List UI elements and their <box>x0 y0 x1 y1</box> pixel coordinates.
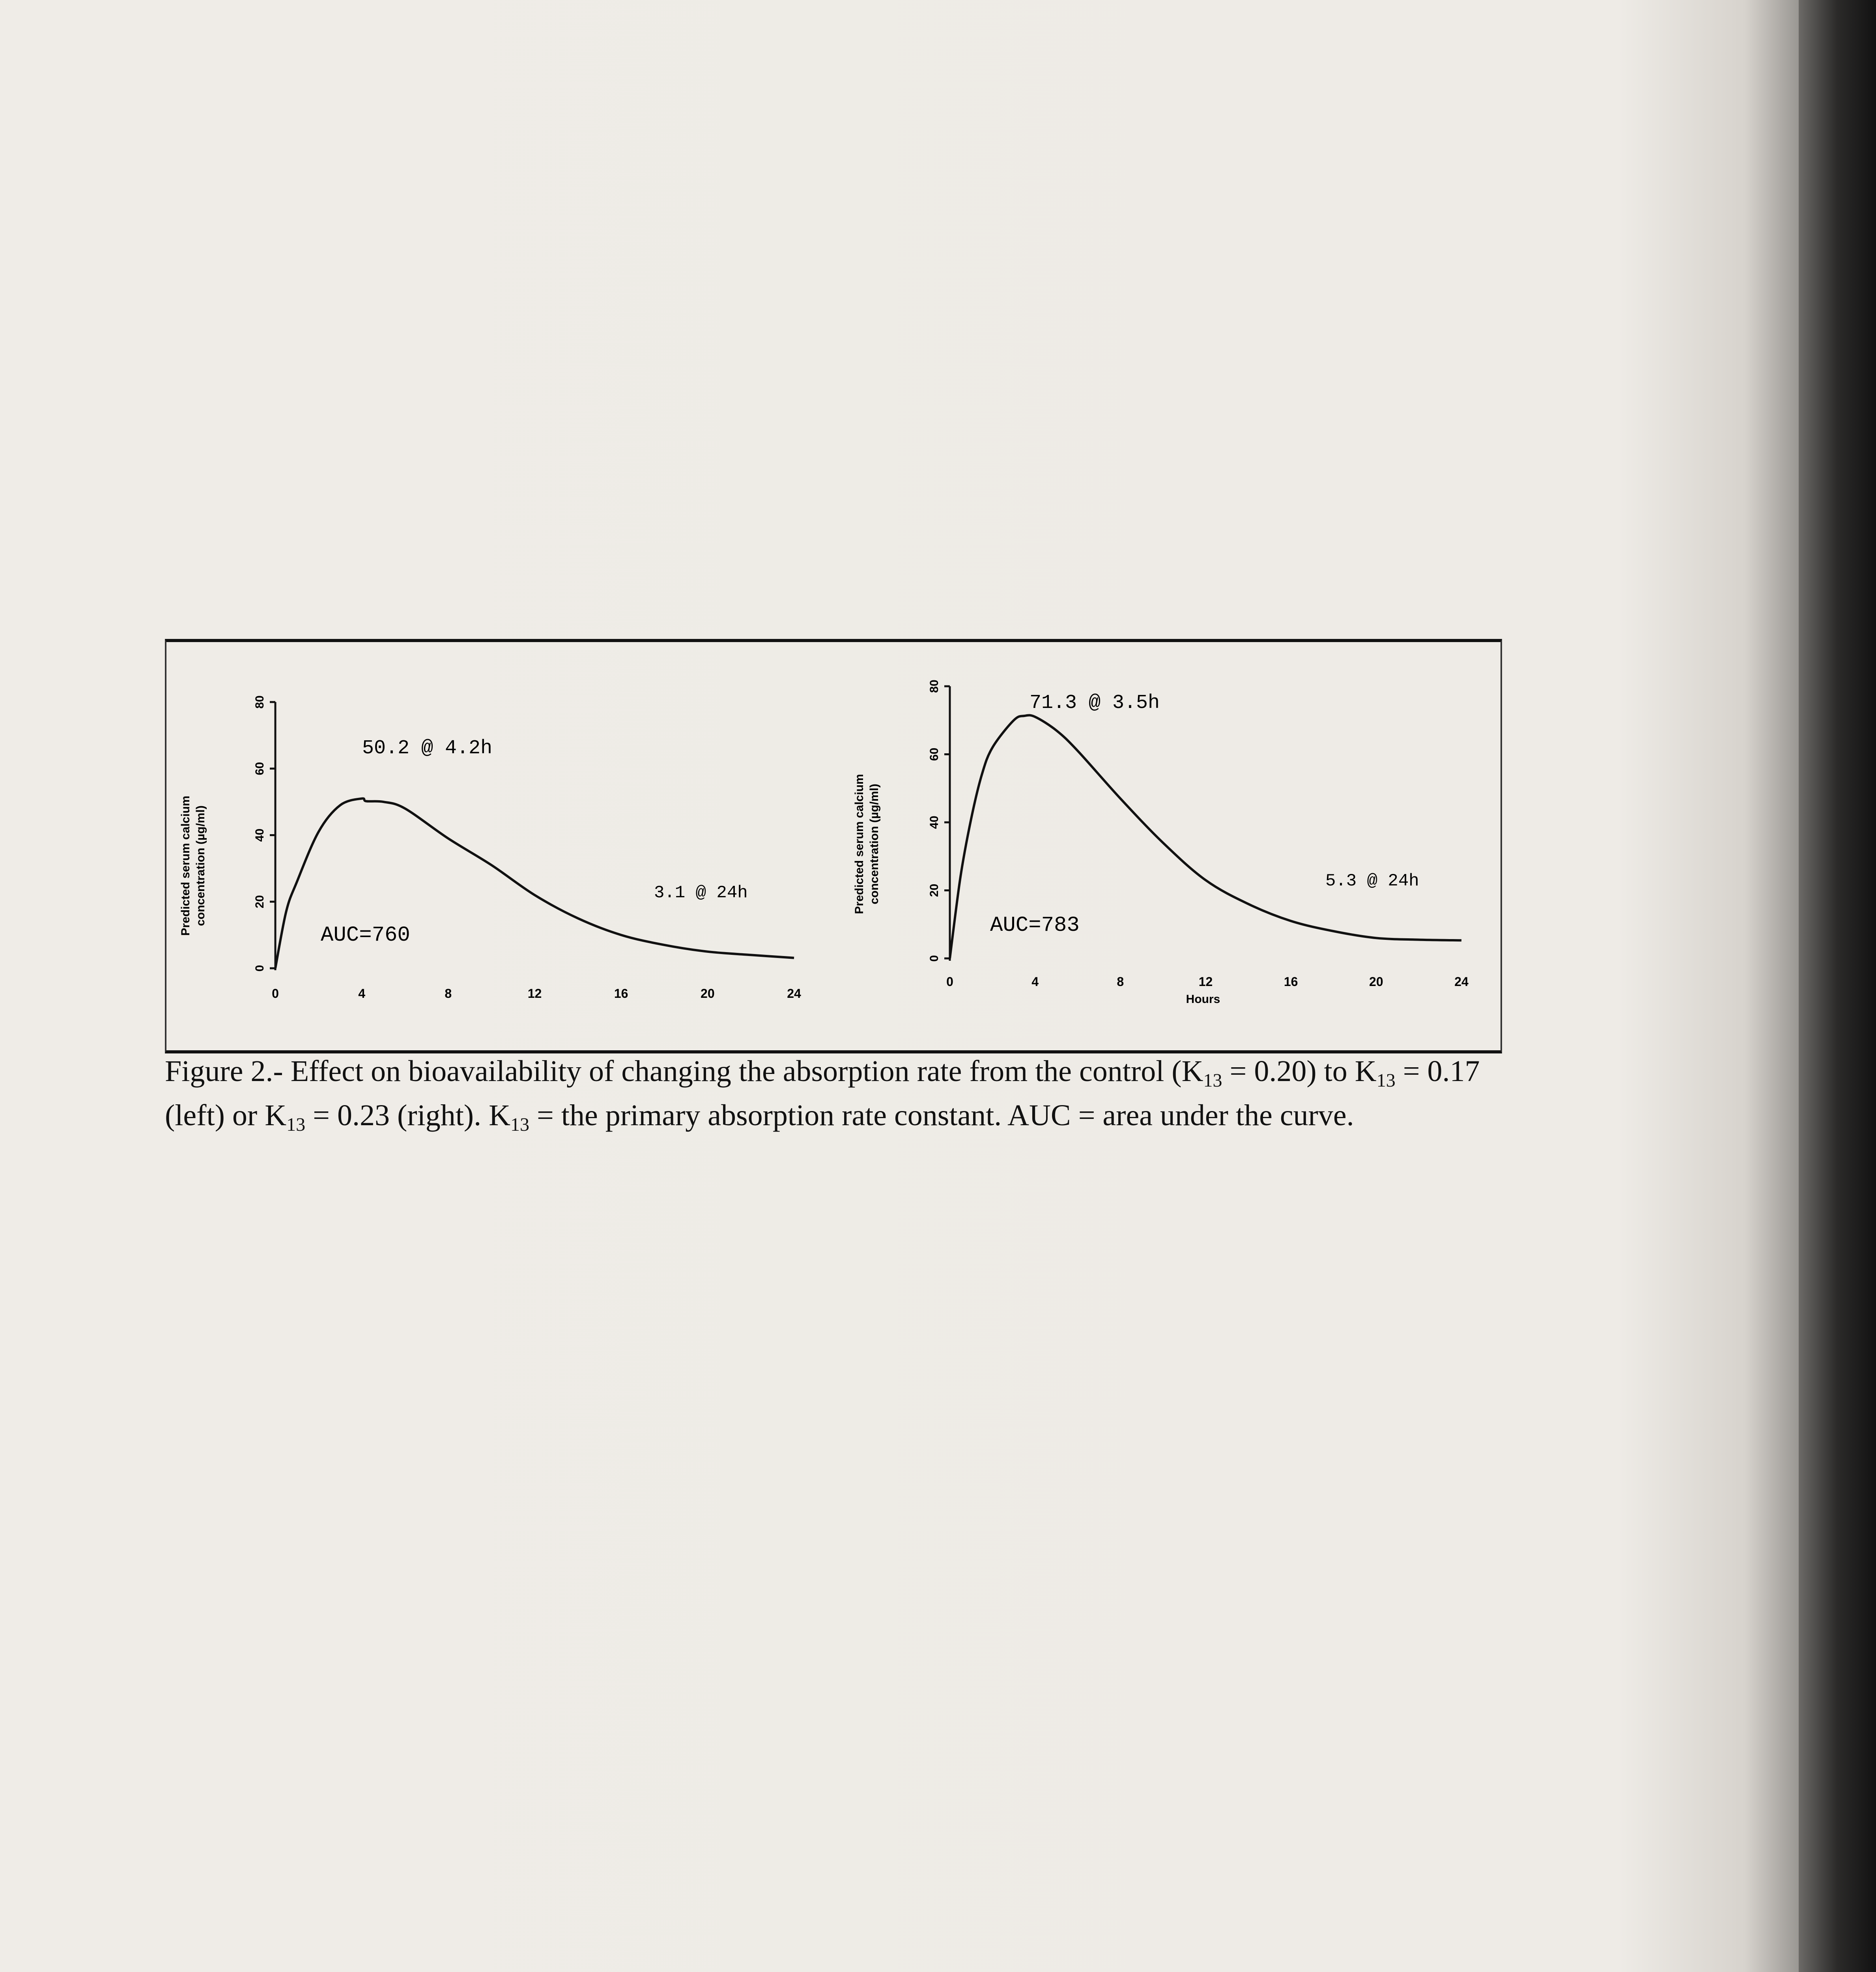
x-tick-label: 12 <box>527 986 542 1001</box>
peak-annotation: 50.2 @ 4.2h <box>362 737 493 760</box>
x-tick-label: 4 <box>358 986 366 1001</box>
y-axis-label-line1: Predicted serum calcium <box>179 796 192 936</box>
y-tick-label: 0 <box>928 955 941 962</box>
x-tick-label: 8 <box>1117 975 1124 989</box>
x-tick-label: 20 <box>1369 975 1383 989</box>
book-spine-shadow <box>1799 0 1876 1972</box>
x-tick-label: 16 <box>1284 975 1298 989</box>
y-tick-label: 40 <box>253 828 266 842</box>
auc-annotation: AUC=783 <box>990 913 1080 937</box>
y-tick-label: 40 <box>928 816 941 829</box>
chart-right <box>824 643 1503 1041</box>
end-annotation: 3.1 @ 24h <box>654 883 748 903</box>
x-tick-label: 0 <box>946 975 953 989</box>
y-axis-label-line2: concentration (µg/ml) <box>194 805 207 926</box>
x-tick-label: 20 <box>701 986 715 1001</box>
end-annotation: 5.3 @ 24h <box>1325 871 1419 891</box>
peak-annotation: 71.3 @ 3.5h <box>1030 692 1160 714</box>
x-tick-label: 24 <box>1454 975 1469 989</box>
x-tick-label: 0 <box>272 986 279 1001</box>
y-tick-label: 0 <box>253 965 266 972</box>
y-tick-label: 80 <box>928 680 941 693</box>
y-axis-label-line1: Predicted serum calcium <box>853 774 866 914</box>
y-tick-label: 60 <box>928 747 941 761</box>
chart-left <box>165 643 835 1041</box>
y-tick-label: 20 <box>253 895 266 908</box>
auc-annotation: AUC=760 <box>321 923 410 947</box>
y-tick-label: 60 <box>253 762 266 775</box>
x-tick-label: 12 <box>1198 975 1213 989</box>
y-tick-label: 20 <box>928 883 941 897</box>
x-tick-label: 4 <box>1031 975 1039 989</box>
y-axis-label-line2: concentration (µg/ml) <box>868 784 881 904</box>
x-tick-label: 24 <box>787 986 801 1001</box>
y-tick-label: 80 <box>253 695 266 709</box>
x-tick-label: 8 <box>445 986 452 1001</box>
x-tick-label: 16 <box>614 986 628 1001</box>
figure-caption: Figure 2.- Effect on bioavailability of changing the absorption rate from the control $(K_{13} = 0.20)$ to $K_{13} = 0.17$ (left) or $K_{13} = 0.23$ (right). $K_{13}$ = the primary absorption rate constant. AUC = area under the curve. <box>165 1055 1480 1135</box>
x-axis-label: Hours <box>1186 993 1220 1006</box>
